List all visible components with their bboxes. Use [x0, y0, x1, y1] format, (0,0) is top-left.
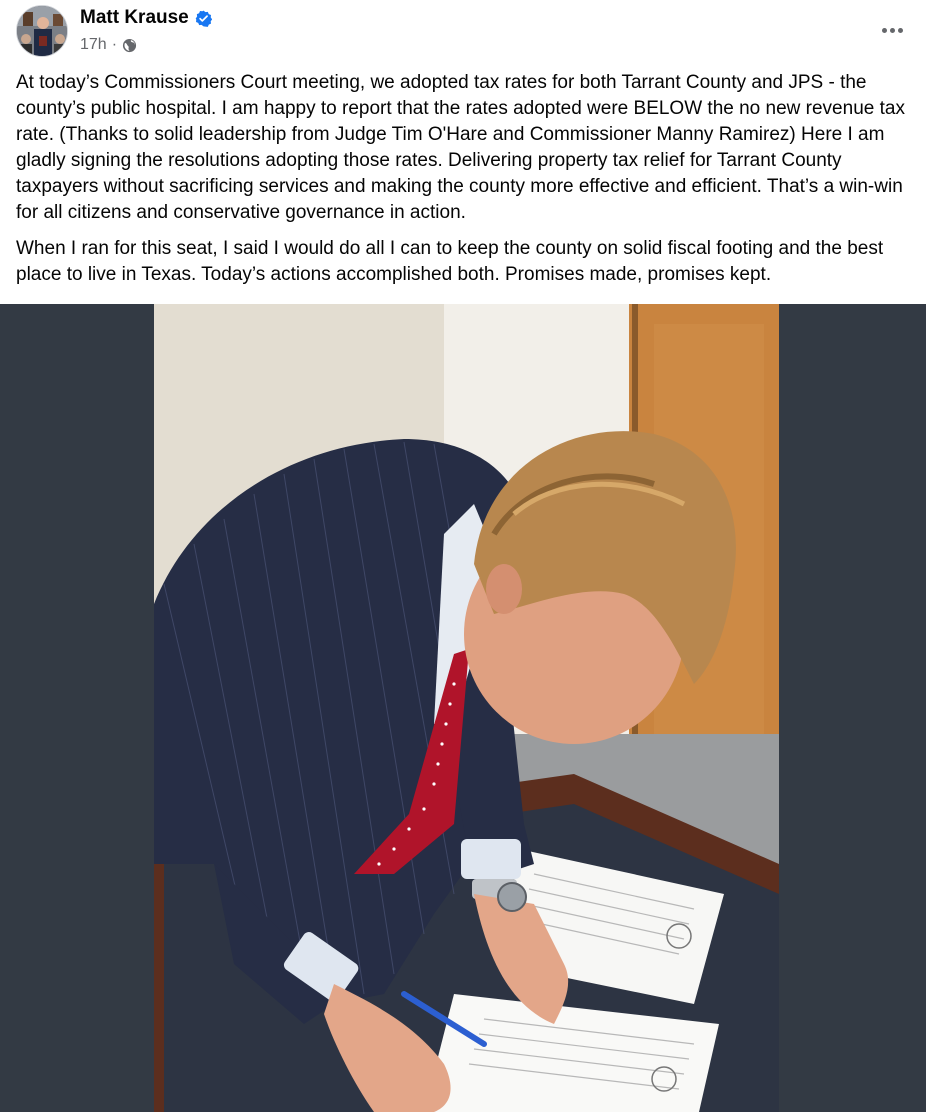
author-name[interactable]: Matt Krause — [80, 7, 189, 28]
post-photo[interactable] — [154, 304, 779, 1112]
post-media[interactable] — [0, 304, 926, 1112]
post-header — [0, 0, 926, 66]
post-paragraph: When I ran for this seat, I said I would do all I can to keep the county on solid fiscal footing and the best place to live in Texas. Today’s actions accomplished both. Promises made, promises kept. — [16, 238, 884, 285]
post-timestamp[interactable]: 17h — [80, 36, 107, 53]
post-meta — [80, 36, 137, 54]
post-paragraph: At today’s Commissioners Court meeting, we adopted tax rates for both Tarrant County and JPS - the county’s public hospital. I am happy to report that the rates adopted were BELOW the no new revenue tax rate. (Thanks to solid leadership from Judge Tim O'Hare and Commissioner Manny Ramirez) Here I am gladly signing the resolutions adopting those rates. Delivering property tax relief for Tarrant County taxpayers without sacrificing services and making the county more effective and efficient. That’s a win-win for all citizens and conservative governance in action. — [16, 72, 905, 223]
author-name-row — [80, 7, 212, 29]
post-body — [16, 70, 912, 298]
more-options-icon[interactable] — [876, 18, 908, 42]
author-avatar[interactable] — [16, 5, 68, 57]
verified-badge-icon — [195, 10, 212, 27]
globe-icon[interactable] — [122, 38, 137, 53]
meta-separator: · — [111, 36, 118, 53]
